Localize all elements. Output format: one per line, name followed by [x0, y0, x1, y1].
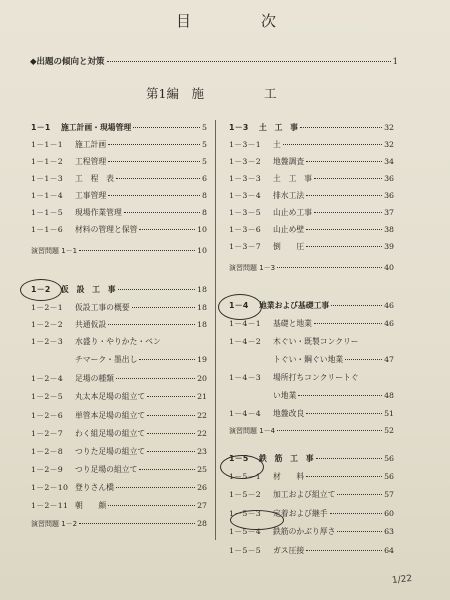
entry-page: 5: [202, 123, 207, 132]
leader-dots: [124, 212, 200, 213]
leader-dots: [306, 476, 382, 477]
leader-dots: [116, 487, 195, 488]
entry-title: 施工計画・現場管理: [61, 123, 132, 132]
entry-page: 19: [197, 355, 207, 364]
entry-number: 1－2－9: [31, 465, 63, 474]
entry-number: 1－5－4: [229, 527, 261, 536]
toc-exercise-row: [229, 426, 394, 436]
entry-title: 地業および基礎工事: [259, 301, 330, 310]
entry-page: 8: [202, 208, 207, 217]
entry-number: 1－3－3: [229, 174, 261, 183]
toc-entry-row: [31, 336, 207, 347]
entry-number: 1－1－3: [31, 174, 63, 183]
entry-number: 1－4－4: [229, 409, 261, 418]
toc-entry-row: [31, 173, 207, 184]
entry-title: 演習問題 1－2: [31, 520, 78, 528]
toc-exercise-row: [31, 246, 207, 256]
toc-entry-row: [229, 173, 394, 184]
entry-number: 1－2－7: [31, 429, 63, 438]
pencil-circle-1-2: [20, 279, 62, 301]
leader-dots: [306, 413, 382, 414]
toc-entry-row: [229, 354, 394, 365]
toc-entry-row: [229, 489, 394, 500]
toc-entry-row: [229, 190, 394, 201]
entry-title: 土 工 事: [273, 174, 312, 183]
entry-title: 土: [273, 140, 281, 149]
toc-entry-row: [31, 482, 207, 493]
leader-dots: [108, 195, 200, 196]
entry-number: 1－1－6: [31, 225, 63, 234]
toc-entry-row: [31, 224, 207, 235]
leader-dots: [337, 531, 382, 532]
leader-dots: [116, 178, 200, 179]
entry-title: 木ぐい・既製コンクリー: [273, 337, 359, 346]
leader-dots: [277, 430, 382, 431]
entry-number: 1－5－2: [229, 490, 261, 499]
entry-page: 63: [384, 527, 394, 536]
leader-dots: [139, 469, 195, 470]
entry-page: 37: [384, 208, 394, 217]
toc-entry-row: [31, 354, 207, 365]
toc-entry-row: [31, 156, 207, 167]
toc-entry-row: [31, 500, 207, 511]
leader-dots: [277, 267, 382, 268]
entry-page: 47: [384, 355, 394, 364]
entry-title: わく組足場の組立て: [75, 429, 146, 438]
toc-section-row: [31, 122, 207, 133]
entry-page: 6: [202, 174, 207, 183]
entry-page: 64: [384, 546, 394, 555]
leader-dots: [306, 550, 382, 551]
toc-entry-row: [31, 190, 207, 201]
leader-dots: [306, 161, 382, 162]
entry-title: 場所打ちコンクリートぐ: [273, 373, 359, 382]
entry-page: 60: [384, 509, 394, 518]
pencil-circle-1-5-3: [230, 510, 284, 530]
entry-page: 32: [384, 140, 394, 149]
leader-dots: [314, 178, 382, 179]
entry-title: 登りさん橋: [75, 483, 114, 492]
entry-number: 1－4: [229, 301, 249, 310]
entry-number: 1－2－6: [31, 411, 63, 420]
entry-title: つりた足場の組立て: [75, 447, 146, 456]
entry-number: 1－5－3: [229, 509, 261, 518]
part-title-left: 第1編 施: [146, 86, 204, 101]
entry-page: 18: [197, 285, 207, 294]
toc-exercise-row: [229, 263, 394, 273]
entry-title: つり足場の組立て: [75, 465, 138, 474]
leader-dots: [283, 144, 382, 145]
entry-page: 22: [197, 429, 207, 438]
entry-title: い地業: [273, 391, 297, 400]
entry-title: 仮設工事の概要: [75, 303, 130, 312]
pencil-circle-1-5: [220, 455, 264, 479]
entry-title: 施工計画: [75, 140, 107, 149]
entry-number: 1－2－10: [31, 483, 69, 492]
leader-dots: [139, 229, 195, 230]
leader-dots: [298, 395, 382, 396]
leader-dots: [147, 433, 195, 434]
leader-dots: [147, 396, 195, 397]
entry-number: 1－2－4: [31, 374, 63, 383]
entry-title: 排水工法: [273, 191, 305, 200]
entry-page: 8: [202, 191, 207, 200]
toc-section-row: [229, 122, 394, 133]
entry-number: 1－1－5: [31, 208, 63, 217]
entry-page: 56: [384, 472, 394, 481]
entry-title: 鉄 筋 工 事: [259, 454, 314, 463]
entry-page: 51: [384, 409, 394, 418]
entry-page: 39: [384, 242, 394, 251]
entry-number: 1－5: [229, 454, 249, 463]
toc-entry-row: [31, 319, 207, 330]
entry-page: 56: [384, 454, 394, 463]
leader-dots: [108, 144, 200, 145]
entry-number: 1－3: [229, 123, 249, 132]
leader-dots: [147, 451, 195, 452]
entry-number: 1－2－5: [31, 392, 63, 401]
entry-title: 土 工 事: [259, 123, 298, 132]
entry-title: 共通仮設: [75, 320, 107, 329]
entry-title: 材料の管理と保管: [75, 225, 138, 234]
entry-page: 26: [197, 483, 207, 492]
page-title-left: 目: [176, 12, 194, 30]
leader-dots: [300, 127, 382, 128]
leader-dots: [116, 378, 195, 379]
entry-page: 18: [197, 303, 207, 312]
entry-title: 鉄筋のかぶり厚さ: [273, 527, 336, 536]
toc-exercise-row: [31, 519, 207, 529]
entry-page: 5: [202, 157, 207, 166]
entry-number: 1－3－5: [229, 208, 261, 217]
entry-title: 山止め工事: [273, 208, 312, 217]
entry-page: 36: [384, 191, 394, 200]
leader-dots: [108, 324, 195, 325]
pencil-circle-1-4: [218, 294, 262, 320]
leader-dots: [108, 505, 195, 506]
entry-page: 27: [197, 501, 207, 510]
entry-number: 1－1－1: [31, 140, 63, 149]
entry-title: 地盤改良: [273, 409, 305, 418]
entry-title: 演習問題 1－3: [229, 264, 276, 272]
preface-page: 1: [392, 57, 398, 67]
toc-entry-row: [31, 373, 207, 384]
entry-page: 48: [384, 391, 394, 400]
entry-page: 28: [197, 519, 207, 528]
entry-number: 1－2: [31, 285, 51, 294]
toc-entry-row: [229, 241, 394, 252]
entry-number: 1－4－1: [229, 319, 261, 328]
toc-entry-row: [31, 410, 207, 421]
leader-dots: [118, 289, 196, 290]
toc-entry-row: [229, 372, 394, 383]
leader-dots: [107, 61, 391, 62]
toc-entry-row: [229, 545, 394, 556]
entry-title: 定着および継手: [273, 509, 328, 518]
entry-page: 25: [197, 465, 207, 474]
entry-page: 22: [197, 411, 207, 420]
page-title-right: 次: [261, 12, 279, 30]
toc-entry-row: [229, 139, 394, 150]
entry-title: 基礎と地業: [273, 319, 312, 328]
entry-number: 1－3－7: [229, 242, 261, 251]
pencil-note: 1/22: [391, 573, 413, 587]
entry-title: チマーク・墨出し: [75, 355, 138, 364]
leader-dots: [147, 415, 195, 416]
entry-number: 1－2－3: [31, 337, 63, 346]
leader-dots: [331, 305, 382, 306]
column-divider: [215, 120, 216, 540]
entry-number: 1－3－6: [229, 225, 261, 234]
entry-title: 加工および組立て: [273, 490, 336, 499]
entry-number: 1－4－3: [229, 373, 261, 382]
entry-page: 40: [384, 263, 394, 272]
entry-title: ガス圧接: [273, 546, 305, 555]
entry-page: 10: [197, 246, 207, 255]
toc-entry-row: [31, 302, 207, 313]
leader-dots: [133, 127, 200, 128]
toc-entry-row: [229, 336, 394, 347]
toc-entry-row: [31, 139, 207, 150]
toc-entry-row: [31, 207, 207, 218]
entry-title: 演習問題 1－4: [229, 427, 276, 435]
entry-page: 32: [384, 123, 394, 132]
entry-page: 46: [384, 301, 394, 310]
entry-page: 21: [197, 392, 207, 401]
leader-dots: [314, 323, 382, 324]
entry-page: 34: [384, 157, 394, 166]
entry-number: 1－5－5: [229, 546, 261, 555]
leader-dots: [132, 307, 196, 308]
entry-title: 水盛り・やりかた・ベン: [75, 337, 161, 346]
entry-title: 現場作業管理: [75, 208, 122, 217]
entry-title: 仮 設 工 事: [61, 285, 116, 294]
entry-number: 1－2－1: [31, 303, 63, 312]
entry-number: 1－1－2: [31, 157, 63, 166]
leader-dots: [108, 161, 200, 162]
entry-title: 地盤調査: [273, 157, 305, 166]
entry-number: 1－3－2: [229, 157, 261, 166]
toc-entry-row: [229, 156, 394, 167]
leader-dots: [79, 250, 195, 251]
toc-entry-row: [229, 318, 394, 329]
entry-number: 1－5－1: [229, 472, 261, 481]
entry-number: 1－1: [31, 123, 51, 132]
toc-entry-row: [31, 391, 207, 402]
toc-entry-row: [229, 390, 394, 401]
entry-title: 材 料: [273, 472, 305, 481]
toc-entry-row: [31, 428, 207, 439]
entry-page: 52: [384, 426, 394, 435]
entry-number: 1－3－1: [229, 140, 261, 149]
preface-label: ◆出題の傾向と対策: [30, 57, 105, 67]
entry-page: 18: [197, 320, 207, 329]
entry-page: 38: [384, 225, 394, 234]
toc-entry-row: [229, 408, 394, 419]
entry-number: 1－2－8: [31, 447, 63, 456]
entry-title: 単管本足場の組立て: [75, 411, 146, 420]
leader-dots: [139, 359, 195, 360]
leader-dots: [337, 494, 382, 495]
entry-page: 36: [384, 174, 394, 183]
entry-number: 1－2－11: [31, 501, 69, 510]
leader-dots: [345, 359, 382, 360]
entry-title: トぐい・鋼ぐい地業: [273, 355, 344, 364]
entry-title: 足場の種類: [75, 374, 114, 383]
entry-number: 1－2－2: [31, 320, 63, 329]
toc-entry-row: [229, 207, 394, 218]
preface-entry: [30, 55, 398, 67]
entry-title: 山止め壁: [273, 225, 305, 234]
entry-title: 倒 圧: [273, 242, 305, 251]
entry-title: 朝 顔: [75, 501, 107, 510]
toc-entry-row: [31, 464, 207, 475]
toc-entry-row: [229, 224, 394, 235]
leader-dots: [314, 212, 382, 213]
entry-number: 1－1－4: [31, 191, 63, 200]
toc-entry-row: [31, 446, 207, 457]
entry-number: 1－3－4: [229, 191, 261, 200]
entry-page: 20: [197, 374, 207, 383]
leader-dots: [330, 513, 383, 514]
entry-number: 1－4－2: [229, 337, 261, 346]
entry-title: 工 程 表: [75, 174, 114, 183]
entry-page: 46: [384, 319, 394, 328]
entry-title: 工事管理: [75, 191, 107, 200]
entry-title: 演習問題 1－1: [31, 247, 78, 255]
leader-dots: [306, 246, 382, 247]
entry-page: 23: [197, 447, 207, 456]
leader-dots: [79, 523, 195, 524]
entry-title: 丸太本足場の組立て: [75, 392, 146, 401]
entry-page: 5: [202, 140, 207, 149]
leader-dots: [306, 195, 382, 196]
entry-page: 57: [384, 490, 394, 499]
entry-title: 工程管理: [75, 157, 107, 166]
leader-dots: [316, 458, 383, 459]
entry-page: 10: [197, 225, 207, 234]
part-title-right: 工: [264, 86, 277, 101]
leader-dots: [306, 229, 382, 230]
